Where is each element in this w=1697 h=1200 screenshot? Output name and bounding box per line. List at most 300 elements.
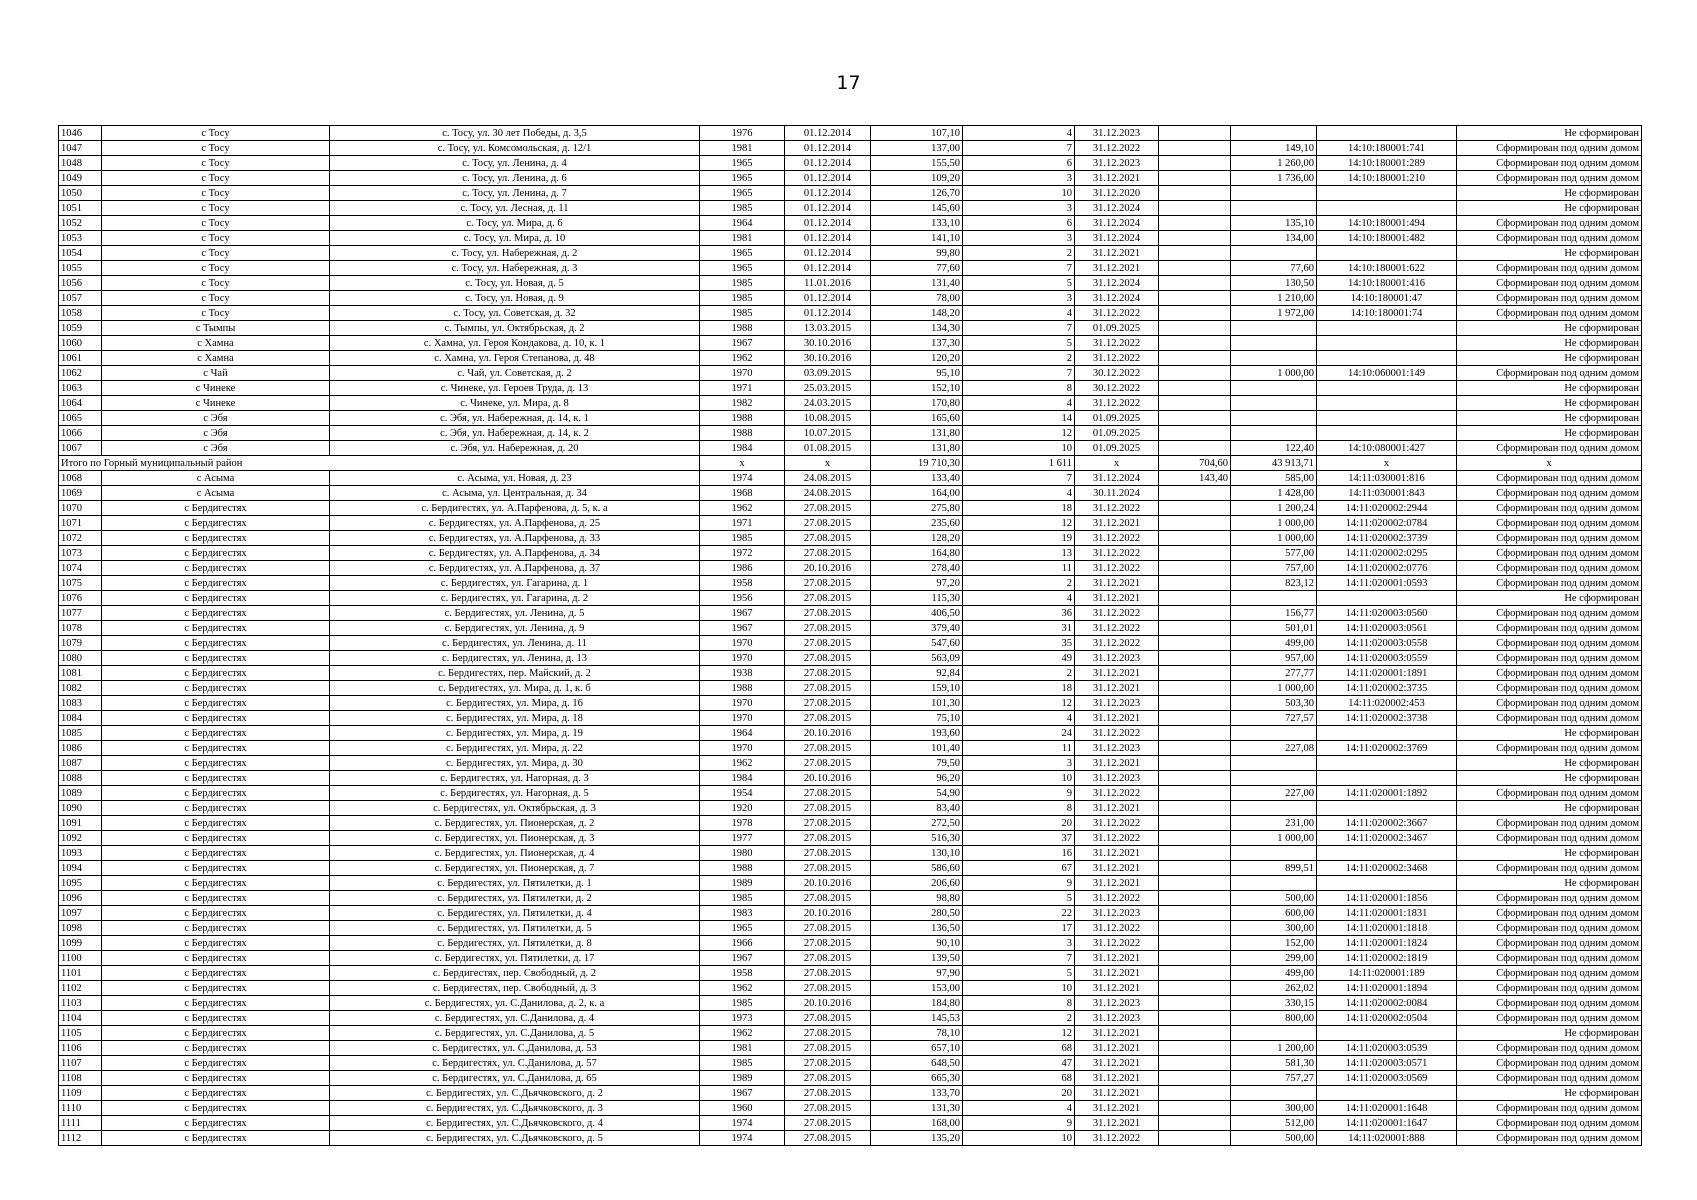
area-cell: 280,50 xyxy=(871,906,963,921)
planned-date-cell: 31.12.2022 xyxy=(1075,891,1159,906)
table-row xyxy=(59,411,1642,426)
table-row xyxy=(59,651,1642,666)
recognition-date-cell: 27.08.2015 xyxy=(785,711,871,726)
table-row xyxy=(59,921,1642,936)
area-cell: 130,10 xyxy=(871,846,963,861)
address-cell: с. Бердигестях, ул. А.Парфенова, д. 37 xyxy=(330,561,700,576)
planned-date-cell: 31.12.2021 xyxy=(1075,1101,1159,1116)
recognition-date-cell: 11.01.2016 xyxy=(785,276,871,291)
land-area-cell: 1 210,00 xyxy=(1231,291,1317,306)
cadastral-number-cell: 14:11:020003:0571 xyxy=(1317,1056,1457,1071)
recognition-date-cell: 27.08.2015 xyxy=(785,621,871,636)
planned-date-cell: 31.12.2024 xyxy=(1075,291,1159,306)
row-number-cell: 1089 xyxy=(59,786,102,801)
land-status-cell: Не сформирован xyxy=(1457,876,1642,891)
table-row xyxy=(59,561,1642,576)
address-cell: с. Тосу, ул. Набережная, д. 3 xyxy=(330,261,700,276)
table-row xyxy=(59,1056,1642,1071)
year-built-cell: 1985 xyxy=(700,891,785,906)
settlement-cell: с Бердигестях xyxy=(102,561,330,576)
land-area-cell: 581,30 xyxy=(1231,1056,1317,1071)
residents-cell: 7 xyxy=(963,141,1075,156)
table-row xyxy=(59,636,1642,651)
cadastral-number-cell xyxy=(1317,246,1457,261)
cadastral-number-cell: 14:11:020002:3667 xyxy=(1317,816,1457,831)
residents-cell: 8 xyxy=(963,381,1075,396)
settlement-cell: с Бердигестях xyxy=(102,891,330,906)
row-number-cell: 1056 xyxy=(59,276,102,291)
land-area-extra-cell xyxy=(1159,591,1231,606)
settlement-cell: с Бердигестях xyxy=(102,681,330,696)
total-row xyxy=(59,456,1642,471)
table-row xyxy=(59,1101,1642,1116)
residents-cell: 12 xyxy=(963,426,1075,441)
planned-date-cell: 31.12.2024 xyxy=(1075,201,1159,216)
table-row xyxy=(59,291,1642,306)
residents-cell: 37 xyxy=(963,831,1075,846)
settlement-cell: с Хамна xyxy=(102,351,330,366)
table-row xyxy=(59,576,1642,591)
land-area-extra-cell xyxy=(1159,801,1231,816)
land-area-cell: 757,00 xyxy=(1231,561,1317,576)
land-status-cell: Не сформирован xyxy=(1457,1086,1642,1101)
land-area-extra-cell xyxy=(1159,1011,1231,1026)
planned-date-cell: 31.12.2021 xyxy=(1075,1116,1159,1131)
land-area-cell: 1 200,00 xyxy=(1231,1041,1317,1056)
land-status-cell: Сформирован под одним домом xyxy=(1457,951,1642,966)
residents-cell: 4 xyxy=(963,1101,1075,1116)
residents-cell: 22 xyxy=(963,906,1075,921)
year-built-cell: 1980 xyxy=(700,846,785,861)
residents-cell: 19 xyxy=(963,531,1075,546)
settlement-cell: с Бердигестях xyxy=(102,516,330,531)
area-cell: 148,20 xyxy=(871,306,963,321)
land-area-extra-cell xyxy=(1159,216,1231,231)
table-row xyxy=(59,1116,1642,1131)
land-status-cell: Не сформирован xyxy=(1457,246,1642,261)
address-cell: с. Бердигестях, ул. Ленина, д. 5 xyxy=(330,606,700,621)
area-cell: 133,70 xyxy=(871,1086,963,1101)
land-status-cell: Не сформирован xyxy=(1457,771,1642,786)
land-area-cell: 577,00 xyxy=(1231,546,1317,561)
table-row xyxy=(59,1071,1642,1086)
land-area-cell: 600,00 xyxy=(1231,906,1317,921)
land-area-cell: 300,00 xyxy=(1231,1101,1317,1116)
land-status-cell: Сформирован под одним домом xyxy=(1457,816,1642,831)
address-cell: с. Бердигестях, ул. Мира, д. 16 xyxy=(330,696,700,711)
recognition-date-cell: 27.08.2015 xyxy=(785,756,871,771)
area-cell: 136,50 xyxy=(871,921,963,936)
area-cell: 96,20 xyxy=(871,771,963,786)
land-area-cell: 1 000,00 xyxy=(1231,366,1317,381)
settlement-cell: с Асыма xyxy=(102,486,330,501)
land-area-cell xyxy=(1231,726,1317,741)
area-cell: 99,80 xyxy=(871,246,963,261)
residents-cell: 18 xyxy=(963,501,1075,516)
residents-cell: 2 xyxy=(963,1011,1075,1026)
land-status-cell: Сформирован под одним домом xyxy=(1457,261,1642,276)
cadastral-number-cell: 14:11:020002:3467 xyxy=(1317,831,1457,846)
land-area-cell: 499,00 xyxy=(1231,636,1317,651)
year-built-cell: 1965 xyxy=(700,171,785,186)
land-status-cell: Не сформирован xyxy=(1457,846,1642,861)
area-cell: 648,50 xyxy=(871,1056,963,1071)
settlement-cell: с Бердигестях xyxy=(102,591,330,606)
row-number-cell: 1049 xyxy=(59,171,102,186)
recognition-date-cell: 27.08.2015 xyxy=(785,531,871,546)
row-number-cell: 1099 xyxy=(59,936,102,951)
cadastral-number-cell xyxy=(1317,876,1457,891)
year-built-cell: 1988 xyxy=(700,321,785,336)
recognition-date-cell: 01.12.2014 xyxy=(785,141,871,156)
settlement-cell: с Бердигестях xyxy=(102,1011,330,1026)
table-row xyxy=(59,846,1642,861)
land-area-cell xyxy=(1231,336,1317,351)
year-built-cell: 1981 xyxy=(700,141,785,156)
planned-date-cell: 31.12.2021 xyxy=(1075,576,1159,591)
land-area-cell xyxy=(1231,591,1317,606)
settlement-cell: с Бердигестях xyxy=(102,696,330,711)
land-area-extra-cell xyxy=(1159,186,1231,201)
residents-cell: 8 xyxy=(963,801,1075,816)
land-area-extra-cell xyxy=(1159,741,1231,756)
table-row xyxy=(59,321,1642,336)
address-cell: с. Бердигестях, ул. С.Дьячковского, д. 5 xyxy=(330,1131,700,1146)
land-status-cell: Сформирован под одним домом xyxy=(1457,696,1642,711)
address-cell: с. Тосу, ул. Ленина, д. 7 xyxy=(330,186,700,201)
row-number-cell: 1080 xyxy=(59,651,102,666)
land-status-cell: Сформирован под одним домом xyxy=(1457,501,1642,516)
cadastral-number-cell: 14:10:180001:741 xyxy=(1317,141,1457,156)
recognition-date-cell: 27.08.2015 xyxy=(785,786,871,801)
land-area-cell xyxy=(1231,411,1317,426)
recognition-date-cell: 01.12.2014 xyxy=(785,201,871,216)
row-number-cell: 1065 xyxy=(59,411,102,426)
address-cell: с. Бердигестях, ул. Октябрьская, д. 3 xyxy=(330,801,700,816)
planned-date-cell: 31.12.2021 xyxy=(1075,591,1159,606)
land-area-extra-cell xyxy=(1159,126,1231,141)
planned-date-cell: 01.09.2025 xyxy=(1075,411,1159,426)
cadastral-number-cell: 14:10:180001:47 xyxy=(1317,291,1457,306)
settlement-cell: с Тосу xyxy=(102,306,330,321)
cadastral-number-cell: 14:11:020003:0569 xyxy=(1317,1071,1457,1086)
cadastral-number-cell: 14:10:180001:289 xyxy=(1317,156,1457,171)
table-row xyxy=(59,201,1642,216)
area-cell: 379,40 xyxy=(871,621,963,636)
recognition-date-cell: 13.03.2015 xyxy=(785,321,871,336)
land-area-extra-cell xyxy=(1159,246,1231,261)
row-number-cell: 1072 xyxy=(59,531,102,546)
planned-date-cell: 31.12.2022 xyxy=(1075,816,1159,831)
land-area-cell: 1 000,00 xyxy=(1231,531,1317,546)
cadastral-number-cell: 14:11:020002:0784 xyxy=(1317,516,1457,531)
table-row xyxy=(59,501,1642,516)
area-cell: 120,20 xyxy=(871,351,963,366)
land-area-cell: 299,00 xyxy=(1231,951,1317,966)
table-row xyxy=(59,1026,1642,1041)
planned-date-cell: 31.12.2023 xyxy=(1075,156,1159,171)
cadastral-number-cell: 14:10:060001:149 xyxy=(1317,366,1457,381)
settlement-cell: с Бердигестях xyxy=(102,786,330,801)
planned-date-cell: 31.12.2020 xyxy=(1075,186,1159,201)
recognition-date-cell: 20.10.2016 xyxy=(785,561,871,576)
address-cell: с. Бердигестях, ул. А.Парфенова, д. 34 xyxy=(330,546,700,561)
area-cell: 153,00 xyxy=(871,981,963,996)
area-cell: 115,30 xyxy=(871,591,963,606)
land-status-cell: Сформирован под одним домом xyxy=(1457,831,1642,846)
table-row xyxy=(59,1041,1642,1056)
residents-cell: 3 xyxy=(963,201,1075,216)
settlement-cell: с Эбя xyxy=(102,441,330,456)
year-built-cell: 1965 xyxy=(700,261,785,276)
year-built-cell: 1971 xyxy=(700,381,785,396)
table-row xyxy=(59,936,1642,951)
land-area-extra-cell xyxy=(1159,711,1231,726)
land-status-cell: Сформирован под одним домом xyxy=(1457,981,1642,996)
land-area-cell xyxy=(1231,186,1317,201)
land-area-cell: 1 000,00 xyxy=(1231,831,1317,846)
cadastral-number-cell: 14:10:180001:494 xyxy=(1317,216,1457,231)
recognition-date-cell: 27.08.2015 xyxy=(785,1116,871,1131)
land-status-cell: Сформирован под одним домом xyxy=(1457,906,1642,921)
area-cell: 90,10 xyxy=(871,936,963,951)
recognition-date-cell: 27.08.2015 xyxy=(785,606,871,621)
area-cell: 139,50 xyxy=(871,951,963,966)
row-number-cell: 1090 xyxy=(59,801,102,816)
area-cell: 101,30 xyxy=(871,696,963,711)
residents-cell: 7 xyxy=(963,261,1075,276)
row-number-cell: 1050 xyxy=(59,186,102,201)
cadastral-number-cell xyxy=(1317,846,1457,861)
land-status-cell: Сформирован под одним домом xyxy=(1457,171,1642,186)
land-area-cell: 1 000,00 xyxy=(1231,681,1317,696)
recognition-date-cell: 20.10.2016 xyxy=(785,876,871,891)
row-number-cell: 1098 xyxy=(59,921,102,936)
year-built-cell: x xyxy=(700,456,785,471)
year-built-cell: 1988 xyxy=(700,426,785,441)
recognition-date-cell: 27.08.2015 xyxy=(785,936,871,951)
planned-date-cell: 31.12.2023 xyxy=(1075,996,1159,1011)
residents-cell: 10 xyxy=(963,1131,1075,1146)
table-row xyxy=(59,546,1642,561)
planned-date-cell: 31.12.2024 xyxy=(1075,471,1159,486)
planned-date-cell: 31.12.2021 xyxy=(1075,246,1159,261)
recognition-date-cell: 27.08.2015 xyxy=(785,1056,871,1071)
land-area-extra-cell xyxy=(1159,546,1231,561)
year-built-cell: 1984 xyxy=(700,441,785,456)
settlement-cell: с Хамна xyxy=(102,336,330,351)
land-status-cell: Сформирован под одним домом xyxy=(1457,1071,1642,1086)
planned-date-cell: 31.12.2022 xyxy=(1075,531,1159,546)
table-row xyxy=(59,471,1642,486)
recognition-date-cell: 20.10.2016 xyxy=(785,906,871,921)
land-status-cell: Сформирован под одним домом xyxy=(1457,996,1642,1011)
residents-cell: 9 xyxy=(963,786,1075,801)
row-number-cell: 1100 xyxy=(59,951,102,966)
area-cell: 75,10 xyxy=(871,711,963,726)
row-number-cell: 1109 xyxy=(59,1086,102,1101)
land-area-cell: 585,00 xyxy=(1231,471,1317,486)
address-cell: с. Бердигестях, ул. Мира, д. 19 xyxy=(330,726,700,741)
recognition-date-cell: 27.08.2015 xyxy=(785,576,871,591)
land-status-cell: Не сформирован xyxy=(1457,186,1642,201)
address-cell: с. Эбя, ул. Набережная, д. 14, к. 2 xyxy=(330,426,700,441)
residents-cell: 3 xyxy=(963,936,1075,951)
table-row xyxy=(59,951,1642,966)
table-row xyxy=(59,246,1642,261)
settlement-cell: с Бердигестях xyxy=(102,981,330,996)
row-number-cell: 1083 xyxy=(59,696,102,711)
address-cell: с. Бердигестях, ул. С.Дьячковского, д. 3 xyxy=(330,1101,700,1116)
residents-cell: 5 xyxy=(963,276,1075,291)
area-cell: 563,09 xyxy=(871,651,963,666)
settlement-cell: с Бердигестях xyxy=(102,546,330,561)
address-cell: с. Чинеке, ул. Героев Труда, д. 13 xyxy=(330,381,700,396)
land-area-cell xyxy=(1231,321,1317,336)
settlement-cell: с Тосу xyxy=(102,276,330,291)
settlement-cell: с Бердигестях xyxy=(102,1101,330,1116)
year-built-cell: 1985 xyxy=(700,1056,785,1071)
settlement-cell: с Бердигестях xyxy=(102,651,330,666)
table-row xyxy=(59,906,1642,921)
cadastral-number-cell: 14:11:020003:0558 xyxy=(1317,636,1457,651)
land-area-extra-cell xyxy=(1159,816,1231,831)
cadastral-number-cell: 14:11:020001:888 xyxy=(1317,1131,1457,1146)
cadastral-number-cell: 14:11:020001:1891 xyxy=(1317,666,1457,681)
residents-cell: 5 xyxy=(963,336,1075,351)
area-cell: 406,50 xyxy=(871,606,963,621)
page-number: 17 xyxy=(836,72,861,94)
row-number-cell: 1105 xyxy=(59,1026,102,1041)
area-cell: 98,80 xyxy=(871,891,963,906)
planned-date-cell: 31.12.2022 xyxy=(1075,351,1159,366)
land-area-cell: 501,01 xyxy=(1231,621,1317,636)
land-area-extra-cell xyxy=(1159,276,1231,291)
year-built-cell: 1966 xyxy=(700,936,785,951)
residents-cell: 20 xyxy=(963,816,1075,831)
land-area-cell: 300,00 xyxy=(1231,921,1317,936)
planned-date-cell: 31.12.2022 xyxy=(1075,561,1159,576)
settlement-cell: с Бердигестях xyxy=(102,666,330,681)
planned-date-cell: 31.12.2022 xyxy=(1075,786,1159,801)
recognition-date-cell: 27.08.2015 xyxy=(785,681,871,696)
cadastral-number-cell xyxy=(1317,186,1457,201)
area-cell: 516,30 xyxy=(871,831,963,846)
address-cell: с. Бердигестях, ул. Пионерская, д. 3 xyxy=(330,831,700,846)
area-cell: 135,20 xyxy=(871,1131,963,1146)
planned-date-cell: 31.12.2022 xyxy=(1075,921,1159,936)
residents-cell: 7 xyxy=(963,951,1075,966)
land-area-extra-cell xyxy=(1159,981,1231,996)
address-cell: с. Бердигестях, ул. Мира, д. 1, к. б xyxy=(330,681,700,696)
table-row xyxy=(59,426,1642,441)
address-cell: с. Бердигестях, пер. Майский, д. 2 xyxy=(330,666,700,681)
land-area-cell: 1 972,00 xyxy=(1231,306,1317,321)
row-number-cell: 1061 xyxy=(59,351,102,366)
cadastral-number-cell xyxy=(1317,771,1457,786)
land-status-cell: Сформирован под одним домом xyxy=(1457,741,1642,756)
address-cell: с. Эбя, ул. Набережная, д. 14, к. 1 xyxy=(330,411,700,426)
settlement-cell: с Бердигестях xyxy=(102,501,330,516)
area-cell: 137,00 xyxy=(871,141,963,156)
area-cell: 235,60 xyxy=(871,516,963,531)
settlement-cell: с Чай xyxy=(102,366,330,381)
address-cell: с. Тосу, ул. Мира, д. 6 xyxy=(330,216,700,231)
year-built-cell: 1965 xyxy=(700,156,785,171)
settlement-cell: с Бердигестях xyxy=(102,816,330,831)
table-row xyxy=(59,306,1642,321)
year-built-cell: 1962 xyxy=(700,501,785,516)
planned-date-cell: 31.12.2023 xyxy=(1075,696,1159,711)
row-number-cell: 1059 xyxy=(59,321,102,336)
cadastral-number-cell: 14:11:020003:0559 xyxy=(1317,651,1457,666)
land-status-cell: Сформирован под одним домом xyxy=(1457,366,1642,381)
address-cell: с. Бердигестях, пер. Свободный, д. 2 xyxy=(330,966,700,981)
year-built-cell: 1985 xyxy=(700,276,785,291)
row-number-cell: 1073 xyxy=(59,546,102,561)
cadastral-number-cell: 14:11:020002:3769 xyxy=(1317,741,1457,756)
table-row xyxy=(59,516,1642,531)
planned-date-cell: 01.09.2025 xyxy=(1075,426,1159,441)
residents-cell: 12 xyxy=(963,516,1075,531)
recognition-date-cell: 27.08.2015 xyxy=(785,1011,871,1026)
residents-cell: 67 xyxy=(963,861,1075,876)
table-row xyxy=(59,171,1642,186)
cadastral-number-cell: 14:10:180001:622 xyxy=(1317,261,1457,276)
year-built-cell: 1970 xyxy=(700,741,785,756)
row-number-cell: 1052 xyxy=(59,216,102,231)
recognition-date-cell: 27.08.2015 xyxy=(785,1131,871,1146)
table-row xyxy=(59,786,1642,801)
area-cell: 141,10 xyxy=(871,231,963,246)
row-number-cell: 1093 xyxy=(59,846,102,861)
land-status-cell: Сформирован под одним домом xyxy=(1457,231,1642,246)
land-area-cell xyxy=(1231,426,1317,441)
land-area-extra-cell xyxy=(1159,396,1231,411)
residents-cell: 11 xyxy=(963,561,1075,576)
cadastral-number-cell: 14:11:020002:0084 xyxy=(1317,996,1457,1011)
land-area-cell: 1 736,00 xyxy=(1231,171,1317,186)
land-area-cell: 503,30 xyxy=(1231,696,1317,711)
land-area-extra-cell xyxy=(1159,141,1231,156)
area-cell: 107,10 xyxy=(871,126,963,141)
table-row xyxy=(59,996,1642,1011)
area-cell: 54,90 xyxy=(871,786,963,801)
area-cell: 78,00 xyxy=(871,291,963,306)
land-area-extra-cell: 143,40 xyxy=(1159,471,1231,486)
residents-cell: 12 xyxy=(963,1026,1075,1041)
planned-date-cell: 31.12.2022 xyxy=(1075,636,1159,651)
land-area-cell xyxy=(1231,876,1317,891)
land-status-cell: Сформирован под одним домом xyxy=(1457,306,1642,321)
land-area-extra-cell xyxy=(1159,171,1231,186)
cadastral-number-cell xyxy=(1317,321,1457,336)
year-built-cell: 1974 xyxy=(700,1131,785,1146)
settlement-cell: с Тосу xyxy=(102,201,330,216)
residents-cell: 4 xyxy=(963,126,1075,141)
year-built-cell: 1970 xyxy=(700,366,785,381)
year-built-cell: 1988 xyxy=(700,411,785,426)
land-area-extra-cell xyxy=(1159,1131,1231,1146)
planned-date-cell: 01.09.2025 xyxy=(1075,441,1159,456)
planned-date-cell: 31.12.2021 xyxy=(1075,1086,1159,1101)
land-area-cell: 277,77 xyxy=(1231,666,1317,681)
year-built-cell: 1964 xyxy=(700,726,785,741)
land-area-cell xyxy=(1231,756,1317,771)
settlement-cell: с Тосу xyxy=(102,231,330,246)
address-cell: с. Асыма, ул. Новая, д. 23 xyxy=(330,471,700,486)
land-area-extra-cell xyxy=(1159,756,1231,771)
